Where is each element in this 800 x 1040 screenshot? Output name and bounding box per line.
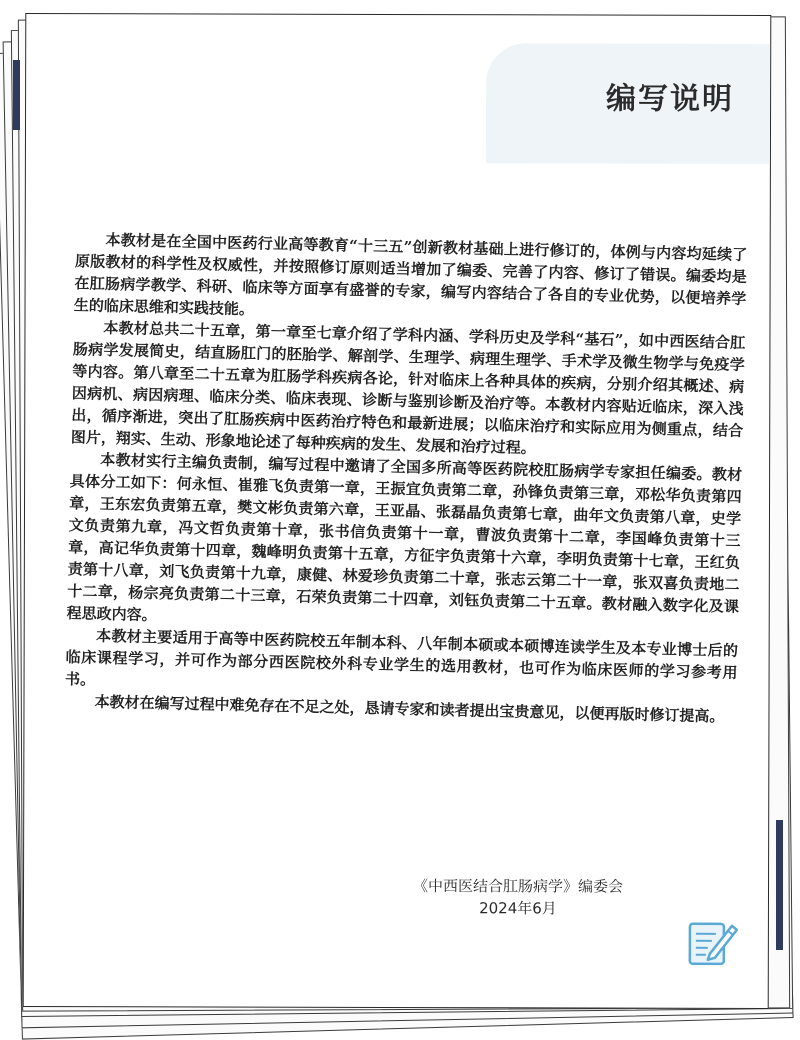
- paragraph: 本教材总共二十五章，第一章至七章介绍了学科内涵、学科历史及学科“基石”，如中西医结合肛肠病学发展简史，结直肠肛门的胚胎学、解剖学、生理学、病理生理学、手术学及微生物学与免疫学等内容。第八章至二十五章为肛肠学科疾病各论，针对临床上各种具体的疾病，分别介绍其概述、病因病机、病因病理、临床分类、临床表现、诊断与鉴别诊断及治疗等。本教材内容贴近临床，深入浅出，循序渐进，突出了肛肠疾病中医药治疗特色和最新进展；以临床治疗和实际应用为侧重点，结合图片，翔实、生动、形象地论述了每种疾病的发生、发展和治疗过程。: [71, 316, 746, 464]
- paragraph: 本教材实行主编负责制，编写过程中邀请了全国多所高等医药院校肛肠病学专家担任编委。教材具体分工如下：何永恒、崔雅飞负责第一章，王振宜负责第二章，孙锋负责第三章，邓松华负责第四章，王东宏负责第五章，樊文彬负责第六章，王亚晶、张磊晶负责第七章，曲年文负责第八章，史学文负责第九章，冯文哲负责第十章，张书信负责第十一章，曹波负责第十二章，李国峰负责第十三章，高记华负责第十四章，魏峰明负责第十五章，方征宇负责第十六章，李明负责第十七章，王红负责第十八章，刘飞负责第十九章，康健、林爱珍负责第二十章，张志云第二十一章，张双喜负责地二十二章，杨宗亮负责第二十三章，石荣负责第二十四章，刘钰负责第二十五章。教材融入数字化及课程思政内容。: [66, 448, 742, 640]
- paragraph: 本教材在编写过程中难免存在不足之处，恳请专家和读者提出宝贵意见，以便再版时修订提高。: [64, 690, 736, 728]
- signature-block: [408, 875, 628, 920]
- signature-date: 2024年6月: [408, 897, 628, 920]
- page-title: 编写说明: [606, 74, 734, 118]
- committee-name: 《中西医结合肛肠病学》编委会: [408, 875, 628, 898]
- notepad-pen-icon: [682, 910, 742, 970]
- document-page: [23, 13, 772, 1009]
- body-text: [64, 228, 747, 728]
- cover-strip: [776, 820, 783, 950]
- cover-strip: [13, 60, 20, 130]
- paragraph: 本教材主要适用于高等中医药院校五年制本科、八年制本硕或本硕博连读学生及本专业博士后的临床课程学习，并可作为部分西医院校外科专业学生的选用教材，也可作为临床医师的学习参考用书。: [65, 624, 738, 706]
- paragraph: 本教材是在全国中医药行业高等教育“十三五”创新教材基础上进行修订的，体例与内容均延续了原版教材的科学性及权威性，并按照修订原则适当增加了编委、完善了内容、修订了错误。编委均是在肛肠病学教学、科研、临床等方面享有盛誉的专家，编写内容结合了各自的专业优势，以便培养学生的临床思维和实践技能。: [74, 228, 748, 332]
